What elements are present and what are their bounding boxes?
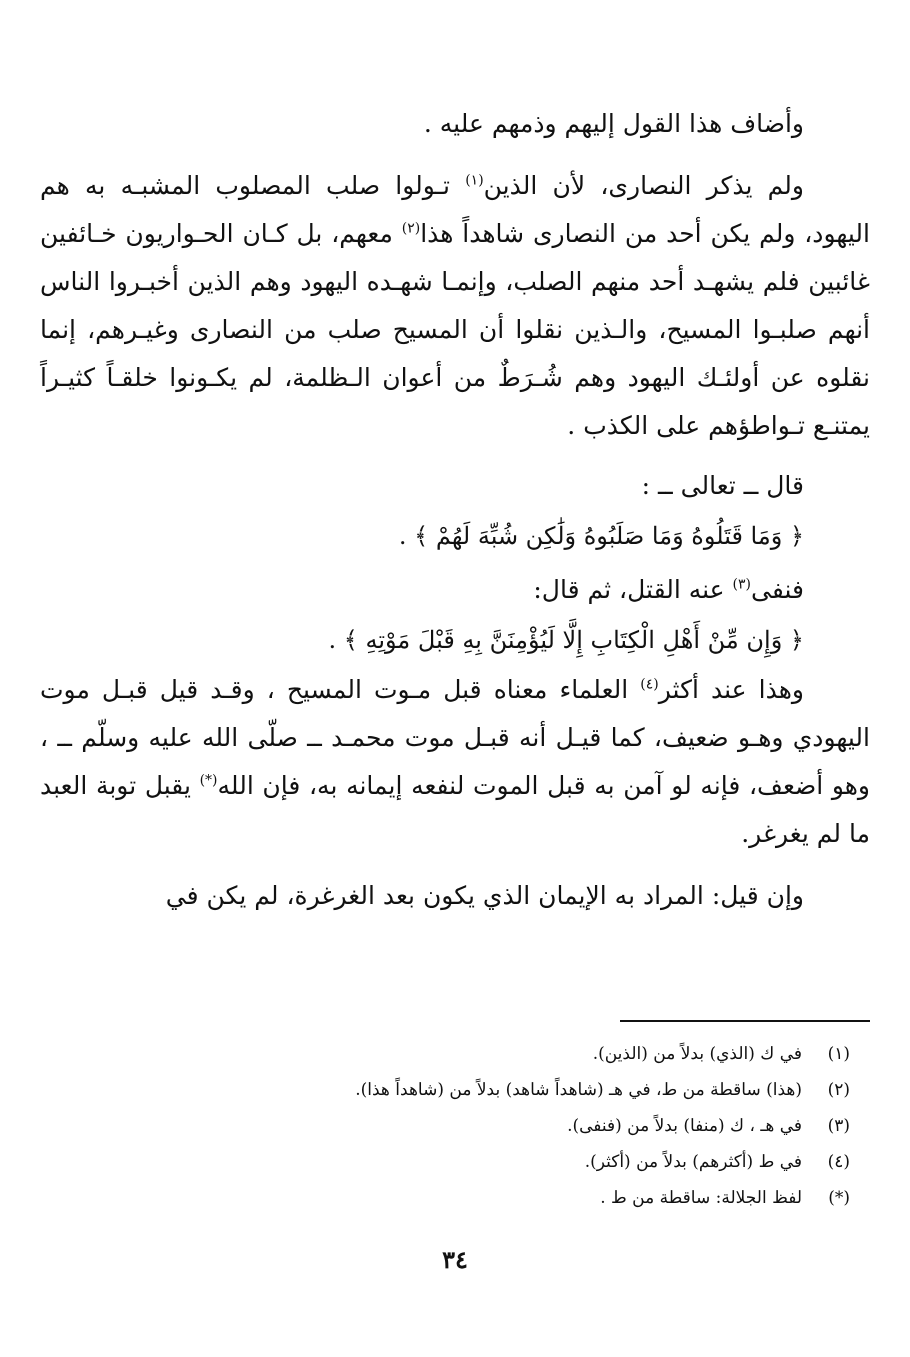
paragraph-3: وهذا عند أكثر$^{(٤)}$ العلماء معناه قبل مـوت المسيح ، وقـد قيل قبـل موت اليهودي وهـو ضعيف، كما قيـل أنه قبـل موت محمـد ــ صلّى الله عليه وسلّم ــ ، وهو أضعف، فإنه لو آمن به قبل الموت لنفعه إيمانه به، فإن الله(*) يقبل توبة العبد ما لم يغرغر. <box>40 675 870 848</box>
footnote-text: لفظ الجلالة: ساقطة من ط . <box>600 1188 802 1208</box>
main-text <box>40 100 870 920</box>
footnote-ref-2: (٢) <box>401 220 421 237</box>
footnote-ref-star: (*) <box>199 772 218 789</box>
footnote-number: (٤) <box>827 1152 850 1172</box>
footnote-ref-3: (٣) <box>732 576 752 593</box>
footnote-ref-1: (١) <box>465 172 484 189</box>
footnote-2 <box>40 1072 850 1108</box>
paragraph-2: ولم يذكر النصارى، لأن الذين$^{(١)}$ تـولوا صلب المصلوب المشبـه به هم اليهود، ولم يكن أحد من النصارى شاهداً هذا$^{(٢)}$ معهم، بل كـان الحـواريون خـائفين غائبين فلم يشهـد أحد منهم الصلب، وإنمـا شهـده اليهود وهم الذين أخبـروا الناس أنهم صلبـوا المسيح، والـذين نقلوا أن المسيح صلب من النصارى وغيـرهم، إنما نقلوه عن أولئـك اليهود وهم شُـرَطٌ من أعوان الـظلمة، لم يكـونوا خلقـاً كثيـراً يمتنـع تـواطؤهم على الكذب . <box>40 171 870 440</box>
paragraph-4: وإن قيل: المراد به الإيمان الذي يكون بعد الغرغرة، لم يكن في <box>165 881 804 910</box>
footnote-text: في ك (الذي) بدلاً من (الذين). <box>592 1044 802 1064</box>
footnote-number: (١) <box>827 1044 850 1064</box>
paragraph-1: وأضاف هذا القول إليهم وذمهم عليه . <box>423 109 804 138</box>
footnotes <box>40 1036 850 1216</box>
quran-verse-2: ﴿ وَإِن مِّنْ أَهْلِ الْكِتَابِ إِلَّا لَيُؤْمِنَنَّ بِهِ قَبْلَ مَوْتِهِ ﴾ . <box>328 626 804 654</box>
footnote-star <box>40 1180 850 1216</box>
footnote-number: (*) <box>828 1188 850 1208</box>
page-number: ٣٤ <box>442 1245 468 1274</box>
footnote-number: (٢) <box>827 1080 850 1100</box>
page-body <box>40 100 870 920</box>
footnote-4 <box>40 1144 850 1180</box>
paragraph-nafa: فنفى$^{(٣)}$ عنه القتل، ثم قال: <box>533 575 804 604</box>
footnote-3 <box>40 1108 850 1144</box>
footnote-rule <box>620 1020 870 1022</box>
footnote-1 <box>40 1036 850 1072</box>
footnote-text: في هـ ، ك (منفا) بدلاً من (فنفى). <box>567 1116 802 1136</box>
footnote-number: (٣) <box>827 1116 850 1136</box>
footnote-text: (هذا) ساقطة من ط، في هـ (شاهداً شاهد) بدلاً من (شاهداً هذا). <box>355 1080 802 1100</box>
footnote-text: في ط (أكثرهم) بدلاً من (أكثر). <box>584 1152 802 1172</box>
quran-verse-1: ﴿ وَمَا قَتَلُوهُ وَمَا صَلَبُوهُ وَلَٰكِن شُبِّهَ لَهُمْ ﴾ . <box>398 522 804 550</box>
paragraph-qal: قال ــ تعالى ــ : <box>641 471 804 500</box>
footnote-ref-4: (٤) <box>640 676 659 693</box>
